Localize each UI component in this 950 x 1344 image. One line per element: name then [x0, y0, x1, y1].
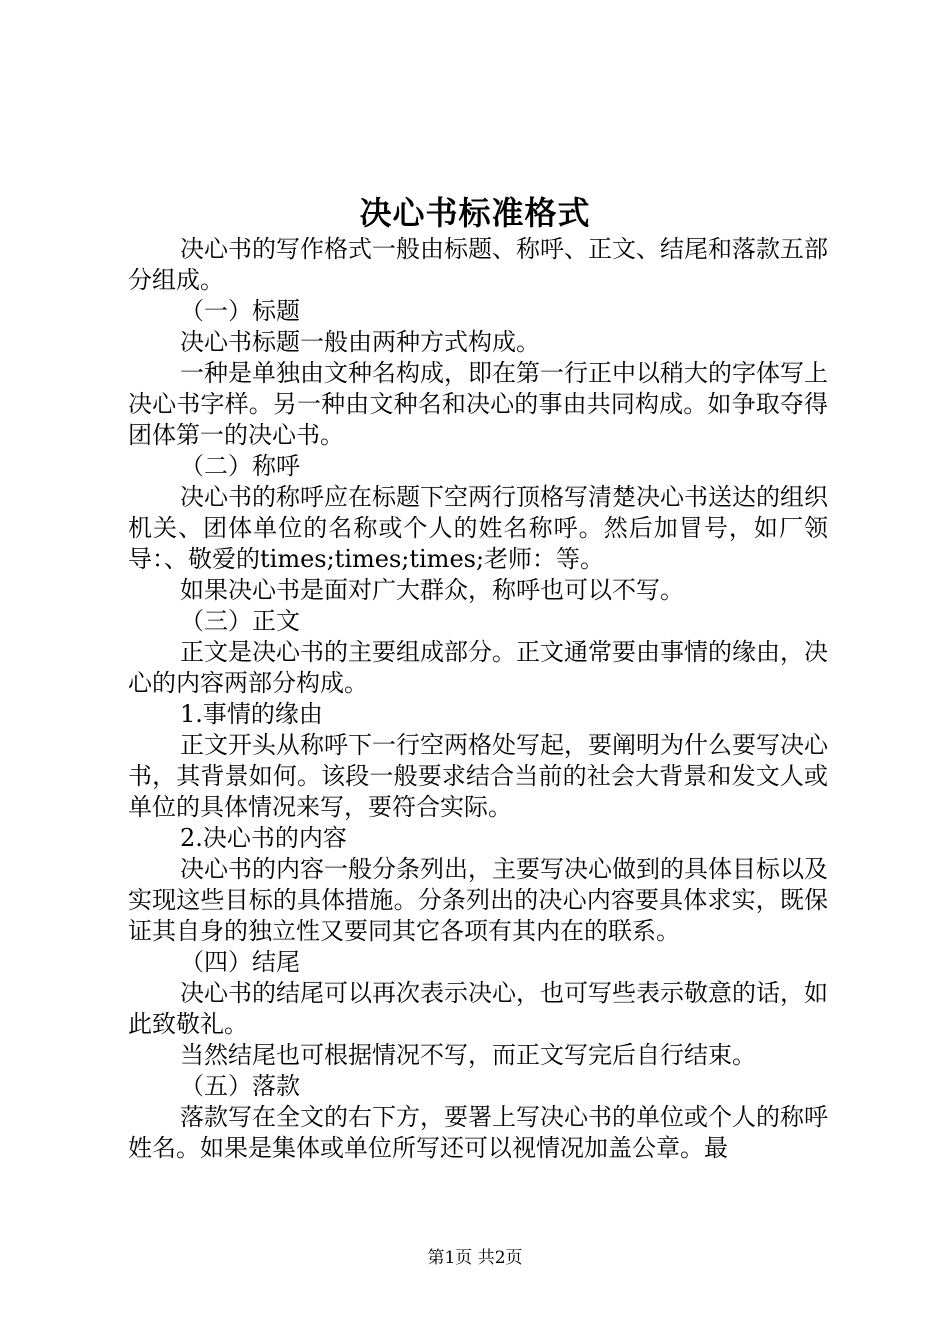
- paragraph: 决心书的写作格式一般由标题、称呼、正文、结尾和落款五部分组成。: [128, 235, 828, 294]
- paragraph: 当然结尾也可根据情况不写，而正文写完后自行结束。: [180, 1041, 756, 1069]
- document-title: 决心书标准格式: [359, 194, 591, 232]
- paragraph: 决心书的结尾可以再次表示决心，也可写些表示敬意的话，如此致敬礼。: [128, 979, 828, 1038]
- paragraph: 决心书标题一般由两种方式构成。: [180, 328, 540, 356]
- paragraph: 一种是单独由文种名构成，即在第一行正中以稍大的字体写上决心书字样。另一种由文种名和决心的事由共同构成。如争取夺得团体第一的决心书。: [128, 359, 828, 449]
- paragraph: 如果决心书是面对广大群众，称呼也可以不写。: [180, 576, 684, 604]
- paragraph: 决心书的内容一般分条列出，主要写决心做到的具体目标以及实现这些目标的具体措施。分条列出的决心内容要具体求实，既保证其自身的独立性又要同其它各项有其内在的联系。: [128, 855, 828, 945]
- document-body: [128, 234, 828, 1164]
- page-number: 第1页 共2页: [427, 1248, 523, 1268]
- paragraph: 正文是决心书的主要组成部分。正文通常要由事情的缘由，决心的内容两部分构成。: [128, 638, 828, 697]
- paragraph: 决心书的称呼应在标题下空两行顶格写清楚决心书送达的组织机关、团体单位的名称或个人的姓名称呼。然后加冒号，如厂领导：、敬爱的times;times;times;老师：等。: [128, 483, 828, 573]
- section-heading: （二）称呼: [180, 452, 300, 480]
- section-heading: （四）结尾: [180, 948, 300, 976]
- section-heading: （五）落款: [180, 1072, 300, 1100]
- section-heading: （一）标题: [180, 297, 300, 325]
- paragraph: 正文开头从称呼下一行空两格处写起，要阐明为什么要写决心书，其背景如何。该段一般要求结合当前的社会大背景和发文人或单位的具体情况来写，要符合实际。: [128, 731, 828, 821]
- subsection-heading: 1.事情的缘由: [180, 700, 323, 728]
- section-heading: （三）正文: [180, 607, 300, 635]
- subsection-heading: 2.决心书的内容: [180, 824, 347, 852]
- paragraph: 落款写在全文的右下方，要署上写决心书的单位或个人的称呼姓名。如果是集体或单位所写还可以视情况加盖公章。最: [128, 1103, 828, 1162]
